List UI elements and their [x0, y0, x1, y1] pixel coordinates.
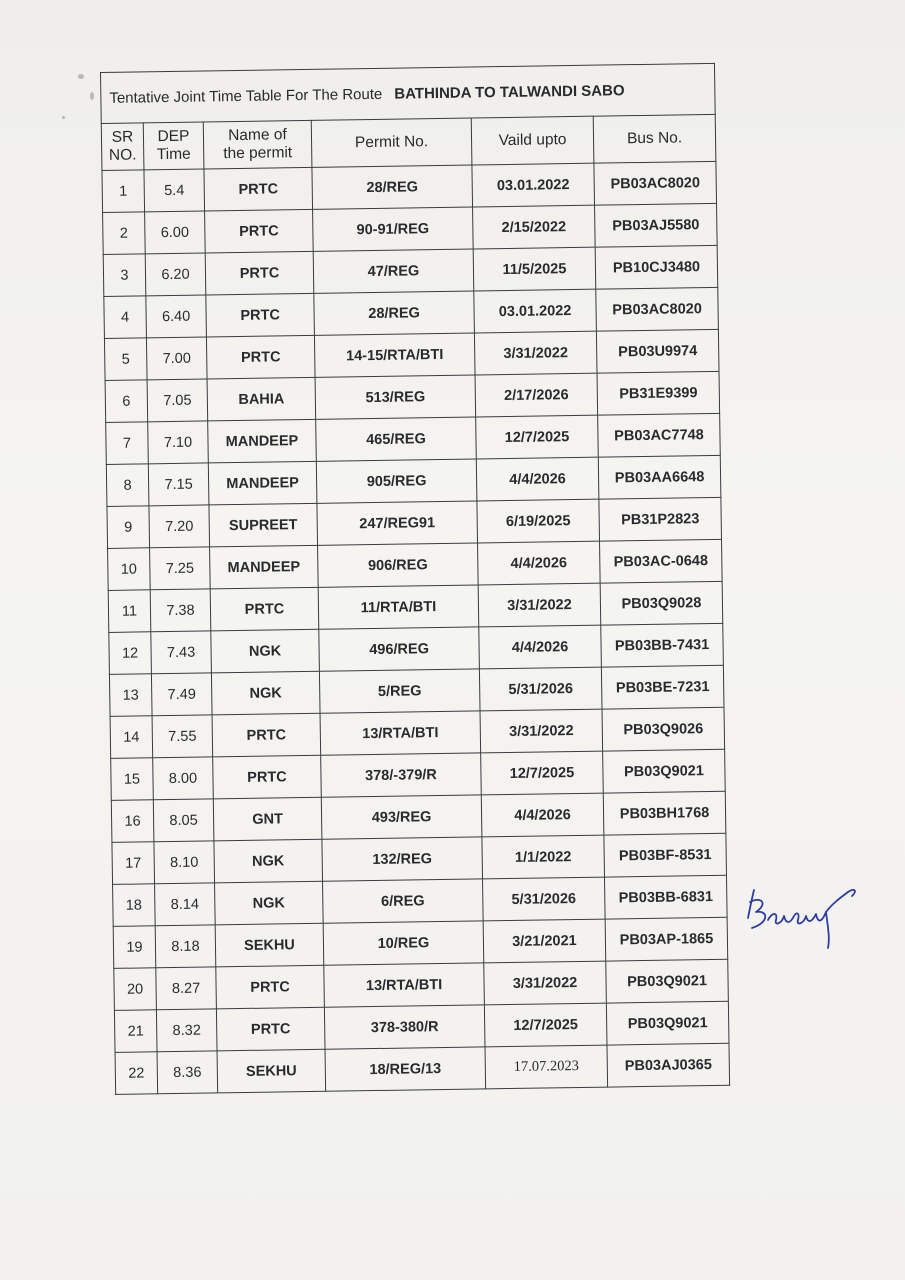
row-permit-no: 493/REG — [321, 795, 482, 839]
row-permit-name: PRTC — [206, 335, 315, 379]
row-dep-time: 6.20 — [145, 253, 206, 296]
row-permit-no: 132/REG — [322, 837, 483, 881]
row-dep-time: 5.4 — [144, 169, 205, 212]
route-name: BATHINDA TO TALWANDI SABO — [394, 81, 625, 103]
row-bus-no: PB03AP-1865 — [605, 917, 728, 961]
row-permit-name: PRTC — [204, 167, 313, 211]
row-permit-name: SUPREET — [209, 503, 318, 547]
row-sr-no: 10 — [108, 548, 151, 591]
row-bus-no: PB03BH1768 — [603, 791, 726, 835]
row-bus-no: PB03BE-7231 — [601, 665, 724, 709]
row-dep-time: 8.05 — [153, 799, 214, 842]
scan-speck — [90, 92, 94, 100]
row-bus-no: PB03BB-7431 — [601, 623, 724, 667]
row-sr-no: 15 — [111, 758, 154, 801]
row-sr-no: 12 — [109, 632, 152, 675]
row-dep-time: 7.00 — [146, 337, 207, 380]
row-valid-upto: 3/31/2022 — [484, 961, 607, 1005]
row-permit-no: 5/REG — [319, 669, 480, 713]
row-bus-no: PB03BB-6831 — [604, 875, 727, 919]
header-sr-line1: SR — [111, 128, 134, 147]
row-sr-no: 11 — [108, 590, 151, 633]
row-dep-time: 7.25 — [150, 547, 211, 590]
row-permit-no: 465/REG — [316, 417, 477, 461]
row-dep-time: 7.10 — [148, 421, 209, 464]
row-valid-upto: 17.07.2023 — [485, 1045, 608, 1089]
row-sr-no: 21 — [114, 1010, 157, 1053]
row-bus-no: PB31P2823 — [599, 497, 722, 541]
row-permit-no: 13/RTA/BTI — [324, 963, 485, 1007]
row-permit-no: 90-91/REG — [313, 207, 474, 251]
row-valid-upto: 3/21/2021 — [483, 919, 606, 963]
row-bus-no: PB03U9974 — [596, 329, 719, 373]
row-valid-upto: 4/4/2026 — [479, 625, 602, 669]
row-bus-no: PB10CJ3480 — [595, 245, 718, 289]
row-valid-upto: 12/7/2025 — [481, 751, 604, 795]
row-permit-name: SEKHU — [217, 1049, 326, 1093]
header-bus-no: Bus No. — [593, 114, 716, 163]
row-bus-no: PB03AC-0648 — [600, 539, 723, 583]
row-bus-no: PB03AC8020 — [596, 287, 719, 331]
header-dep-line2: Time — [156, 145, 191, 164]
row-permit-name: PRTC — [210, 587, 319, 631]
row-valid-upto: 3/31/2022 — [480, 709, 603, 753]
row-permit-no: 28/REG — [312, 165, 473, 209]
table-row — [115, 1043, 730, 1094]
row-dep-time: 7.55 — [152, 715, 213, 758]
row-permit-no: 378-380/R — [324, 1005, 485, 1049]
scan-speck — [78, 74, 84, 79]
header-dep-time — [143, 122, 204, 170]
row-bus-no: PB03Q9021 — [606, 1001, 729, 1045]
row-valid-upto: 3/31/2022 — [478, 583, 601, 627]
row-permit-name: PRTC — [216, 965, 325, 1009]
row-permit-no: 378/-379/R — [321, 753, 482, 797]
scan-speck — [62, 116, 65, 119]
timetable — [100, 63, 730, 1095]
row-permit-name: NGK — [211, 629, 320, 673]
row-permit-no: 513/REG — [315, 375, 476, 419]
row-permit-no: 905/REG — [316, 459, 477, 503]
row-permit-name: MANDEEP — [208, 461, 317, 505]
row-permit-name: MANDEEP — [210, 545, 319, 589]
row-dep-time: 8.18 — [155, 925, 216, 968]
row-valid-upto: 12/7/2025 — [484, 1003, 607, 1047]
row-bus-no: PB31E9399 — [597, 371, 720, 415]
row-permit-no: 14-15/RTA/BTI — [314, 333, 475, 377]
row-sr-no: 4 — [104, 296, 147, 339]
row-bus-no: PB03AC8020 — [594, 161, 717, 205]
row-sr-no: 5 — [104, 338, 147, 381]
row-permit-name: BAHIA — [207, 377, 316, 421]
row-bus-no: PB03AJ5580 — [595, 203, 718, 247]
header-dep-line1: DEP — [157, 127, 190, 146]
row-dep-time: 7.49 — [151, 673, 212, 716]
row-bus-no: PB03Q9026 — [602, 707, 725, 751]
header-sr-line2: NO. — [108, 146, 137, 164]
row-permit-no: 13/RTA/BTI — [320, 711, 481, 755]
row-valid-upto: 5/31/2026 — [479, 667, 602, 711]
row-dep-time: 7.38 — [150, 589, 211, 632]
row-permit-name: NGK — [211, 671, 320, 715]
row-permit-no: 11/RTA/BTI — [318, 585, 479, 629]
timetable-sheet — [100, 63, 730, 1095]
row-permit-name: PRTC — [213, 755, 322, 799]
row-valid-upto: 2/15/2022 — [473, 205, 596, 249]
header-name-line2: the permit — [223, 144, 293, 163]
header-valid-upto: Vaild upto — [471, 116, 594, 165]
handwritten-signature — [742, 868, 862, 958]
row-bus-no: PB03Q9021 — [603, 749, 726, 793]
row-bus-no: PB03Q9028 — [600, 581, 723, 625]
row-dep-time: 7.20 — [149, 505, 210, 548]
row-permit-name: PRTC — [206, 293, 315, 337]
row-bus-no: PB03Q9021 — [606, 959, 729, 1003]
row-dep-time: 8.27 — [156, 967, 217, 1010]
row-sr-no: 16 — [111, 800, 154, 843]
row-valid-upto: 6/19/2025 — [477, 499, 600, 543]
row-permit-no: 18/REG/13 — [325, 1047, 486, 1091]
row-permit-no: 10/REG — [323, 921, 484, 965]
row-valid-upto: 11/5/2025 — [473, 247, 596, 291]
title-prefix: Tentative Joint Time Table For The Route — [109, 85, 383, 107]
row-dep-time: 8.36 — [157, 1051, 218, 1094]
row-sr-no: 6 — [105, 380, 148, 423]
row-valid-upto: 4/4/2026 — [481, 793, 604, 837]
row-valid-upto: 12/7/2025 — [476, 415, 599, 459]
row-permit-name: PRTC — [216, 1007, 325, 1051]
row-dep-time: 8.32 — [156, 1009, 217, 1052]
row-sr-no: 3 — [103, 254, 146, 297]
row-dep-time: 7.05 — [147, 379, 208, 422]
row-valid-upto: 03.01.2022 — [472, 163, 595, 207]
row-sr-no: 2 — [103, 212, 146, 255]
header-name-line1: Name of — [228, 126, 287, 145]
row-sr-no: 20 — [114, 968, 157, 1011]
header-sr-no — [101, 123, 144, 171]
row-dep-time: 6.40 — [146, 295, 207, 338]
row-sr-no: 22 — [115, 1052, 158, 1095]
title-row — [101, 63, 716, 123]
row-permit-no: 496/REG — [319, 627, 480, 671]
row-dep-time: 8.10 — [154, 841, 215, 884]
row-sr-no: 13 — [109, 674, 152, 717]
row-sr-no: 1 — [102, 170, 145, 213]
row-permit-no: 28/REG — [314, 291, 475, 335]
row-permit-name: SEKHU — [215, 923, 324, 967]
row-sr-no: 19 — [113, 926, 156, 969]
row-permit-name: PRTC — [205, 209, 314, 253]
table-title — [101, 63, 716, 123]
row-permit-name: NGK — [214, 839, 323, 883]
row-valid-upto: 1/1/2022 — [482, 835, 605, 879]
row-valid-upto: 2/17/2026 — [475, 373, 598, 417]
row-valid-upto: 03.01.2022 — [474, 289, 597, 333]
row-permit-no: 906/REG — [318, 543, 479, 587]
header-permit-no: Permit No. — [311, 118, 472, 167]
row-valid-upto: 4/4/2026 — [478, 541, 601, 585]
row-bus-no: PB03AJ0365 — [607, 1043, 730, 1087]
row-bus-no: PB03BF-8531 — [604, 833, 727, 877]
timetable-body — [102, 161, 730, 1094]
row-permit-name: NGK — [215, 881, 324, 925]
header-permit-name — [203, 120, 312, 169]
row-permit-no: 247/REG91 — [317, 501, 478, 545]
row-sr-no: 14 — [110, 716, 153, 759]
row-bus-no: PB03AA6648 — [598, 455, 721, 499]
row-sr-no: 7 — [106, 422, 149, 465]
row-sr-no: 17 — [112, 842, 155, 885]
row-dep-time: 8.00 — [153, 757, 214, 800]
row-permit-name: PRTC — [205, 251, 314, 295]
row-sr-no: 9 — [107, 506, 150, 549]
row-dep-time: 7.15 — [148, 463, 209, 506]
row-permit-name: GNT — [213, 797, 322, 841]
row-dep-time: 7.43 — [151, 631, 212, 674]
row-permit-name: MANDEEP — [208, 419, 317, 463]
row-permit-no: 6/REG — [323, 879, 484, 923]
row-dep-time: 6.00 — [145, 211, 206, 254]
row-valid-upto: 4/4/2026 — [476, 457, 599, 501]
row-sr-no: 8 — [106, 464, 149, 507]
row-permit-name: PRTC — [212, 713, 321, 757]
row-bus-no: PB03AC7748 — [598, 413, 721, 457]
row-valid-upto: 3/31/2022 — [474, 331, 597, 375]
row-sr-no: 18 — [113, 884, 156, 927]
row-valid-upto: 5/31/2026 — [483, 877, 606, 921]
row-permit-no: 47/REG — [313, 249, 474, 293]
row-dep-time: 8.14 — [155, 883, 216, 926]
